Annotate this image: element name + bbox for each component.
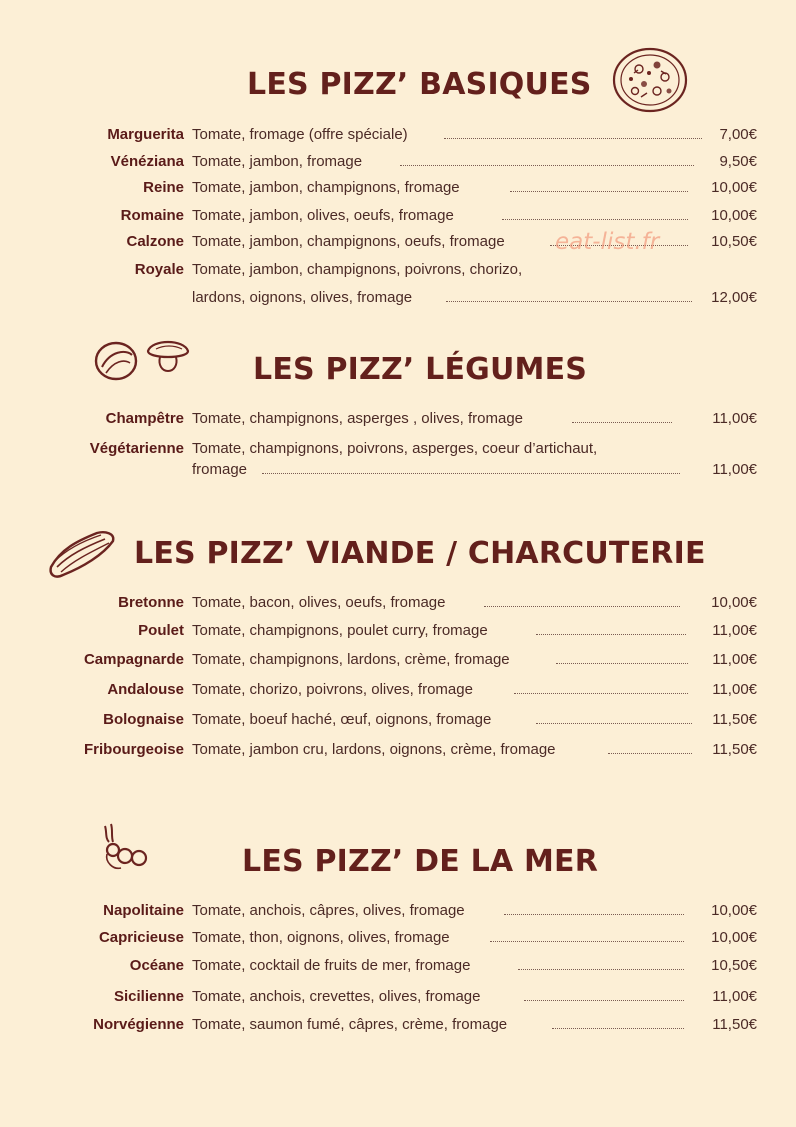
pizza-name: Bolognaise <box>103 711 184 728</box>
pizza-price: 10,00€ <box>711 594 757 611</box>
pizza-name: Calzone <box>126 233 184 250</box>
watermark: eat-list.fr <box>555 229 660 255</box>
menu-item <box>0 260 796 308</box>
pizza-name: Océane <box>129 957 184 974</box>
pizza-ingredients: Tomate, jambon, champignons, poivrons, chorizo, <box>192 261 523 278</box>
dot-leader <box>504 914 684 915</box>
pizza-ingredients: Tomate, jambon, olives, oeufs, fromage <box>192 207 454 224</box>
pizza-name: Royale <box>134 261 184 278</box>
menu-item <box>0 621 796 641</box>
pizza-price: 11,50€ <box>712 741 757 758</box>
pizza-ingredients: Tomate, champignons, poulet curry, fromage <box>192 622 488 639</box>
pizza-name: Végétarienne <box>89 440 184 457</box>
dot-leader <box>552 1028 684 1029</box>
pizza-ingredients: Tomate, chorizo, poivrons, olives, fromage <box>192 681 473 698</box>
pizza-ingredients: Tomate, anchois, crevettes, olives, fromage <box>192 988 481 1005</box>
section-title-basiques: LES PIZZ’ BASIQUES <box>247 67 592 102</box>
pizza-price: 11,00€ <box>712 622 757 639</box>
menu-item <box>0 409 796 429</box>
pizza-name: Andalouse <box>107 681 184 698</box>
menu-item <box>0 152 796 172</box>
pizza-ingredients: Tomate, boeuf haché, œuf, oignons, fromage <box>192 711 492 728</box>
pizza-ingredients: Tomate, anchois, câpres, olives, fromage <box>192 902 465 919</box>
pizza-ingredients: Tomate, champignons, asperges , olives, fromage <box>192 410 524 427</box>
pizza-price: 10,00€ <box>711 929 757 946</box>
pizza-price: 10,50€ <box>711 233 757 250</box>
pizza-name: Romaine <box>120 207 184 224</box>
dot-leader <box>572 422 672 423</box>
menu-item <box>0 232 796 252</box>
dot-leader <box>400 165 694 166</box>
pizza-ingredients: Tomate, jambon, fromage <box>192 153 363 170</box>
menu-item <box>0 1015 796 1035</box>
pizza-price: 11,00€ <box>712 681 757 698</box>
pizza-ingredients-continued: lardons, oignons, olives, fromage <box>192 289 413 306</box>
menu-item <box>0 650 796 670</box>
section-title-mer: LES PIZZ’ DE LA MER <box>242 844 599 879</box>
dot-leader <box>446 301 692 302</box>
shrimp-icon <box>99 822 153 876</box>
pizza-price: 7,00€ <box>719 126 757 143</box>
pizza-price: 11,50€ <box>712 1016 757 1033</box>
pizza-ingredients: Tomate, thon, oignons, olives, fromage <box>192 929 450 946</box>
pizza-price: 9,50€ <box>719 153 757 170</box>
pizza-ingredients: Tomate, saumon fumé, câpres, crème, fromage <box>192 1016 508 1033</box>
pizza-price: 10,00€ <box>711 179 757 196</box>
pizza-ingredients: Tomate, jambon cru, lardons, oignons, crème, fromage <box>192 741 556 758</box>
menu-item <box>0 206 796 226</box>
mushroom-icon <box>92 337 192 385</box>
pizza-name: Reine <box>143 179 184 196</box>
pizza-name: Napolitaine <box>103 902 184 919</box>
pizza-name: Champêtre <box>105 410 184 427</box>
section-title-legumes: LES PIZZ’ LÉGUMES <box>253 352 588 387</box>
menu-item <box>0 928 796 948</box>
pizza-price: 12,00€ <box>711 289 757 306</box>
pizza-ingredients: Tomate, bacon, olives, oeufs, fromage <box>192 594 446 611</box>
pizza-name: Marguerita <box>107 126 184 143</box>
pizza-name: Sicilienne <box>113 988 184 1005</box>
dot-leader <box>484 606 680 607</box>
menu-item <box>0 178 796 198</box>
pizza-name: Poulet <box>138 622 184 639</box>
dot-leader <box>262 473 680 474</box>
pizza-name: Norvégienne <box>93 1016 184 1033</box>
menu-item <box>0 439 796 481</box>
bacon-icon <box>47 527 119 581</box>
pizza-ingredients: Tomate, fromage (offre spéciale) <box>192 126 408 143</box>
menu-item <box>0 901 796 921</box>
pizza-ingredients: Tomate, champignons, lardons, crème, fromage <box>192 651 510 668</box>
dot-leader <box>556 663 688 664</box>
dot-leader <box>536 723 692 724</box>
pizza-ingredients: Tomate, champignons, poivrons, asperges, coeur d’artichaut, <box>192 440 598 457</box>
menu-item <box>0 680 796 700</box>
dot-leader <box>502 219 688 220</box>
pizza-ingredients: Tomate, jambon, champignons, fromage <box>192 179 460 196</box>
pizza-price: 11,00€ <box>712 410 757 427</box>
menu-item <box>0 593 796 613</box>
pizza-price: 10,50€ <box>711 957 757 974</box>
pizza-ingredients: Tomate, jambon, champignons, oeufs, fromage <box>192 233 505 250</box>
pizza-price: 11,00€ <box>712 651 757 668</box>
dot-leader <box>444 138 702 139</box>
dot-leader <box>608 753 692 754</box>
pizza-name: Bretonne <box>118 594 184 611</box>
menu-item <box>0 710 796 730</box>
pizza-ingredients-continued: fromage <box>192 461 248 478</box>
menu-item <box>0 987 796 1007</box>
pizza-price: 11,50€ <box>712 711 757 728</box>
pizza-price: 11,00€ <box>712 988 757 1005</box>
dot-leader <box>518 969 684 970</box>
dot-leader <box>524 1000 684 1001</box>
menu-item <box>0 956 796 976</box>
pizza-icon <box>611 47 689 113</box>
dot-leader <box>514 693 688 694</box>
dot-leader <box>490 941 684 942</box>
pizza-price: 10,00€ <box>711 207 757 224</box>
pizza-price: 10,00€ <box>711 902 757 919</box>
menu-item <box>0 125 796 145</box>
pizza-ingredients: Tomate, cocktail de fruits de mer, fromage <box>192 957 471 974</box>
pizza-name: Vénéziana <box>110 153 184 170</box>
pizza-name: Campagnarde <box>83 651 184 668</box>
pizza-name: Capricieuse <box>98 929 184 946</box>
pizza-name: Fribourgeoise <box>83 741 184 758</box>
menu-item <box>0 740 796 760</box>
section-title-viande: LES PIZZ’ VIANDE / CHARCUTERIE <box>134 536 706 571</box>
dot-leader <box>536 634 686 635</box>
dot-leader <box>510 191 688 192</box>
pizza-price: 11,00€ <box>712 461 757 478</box>
